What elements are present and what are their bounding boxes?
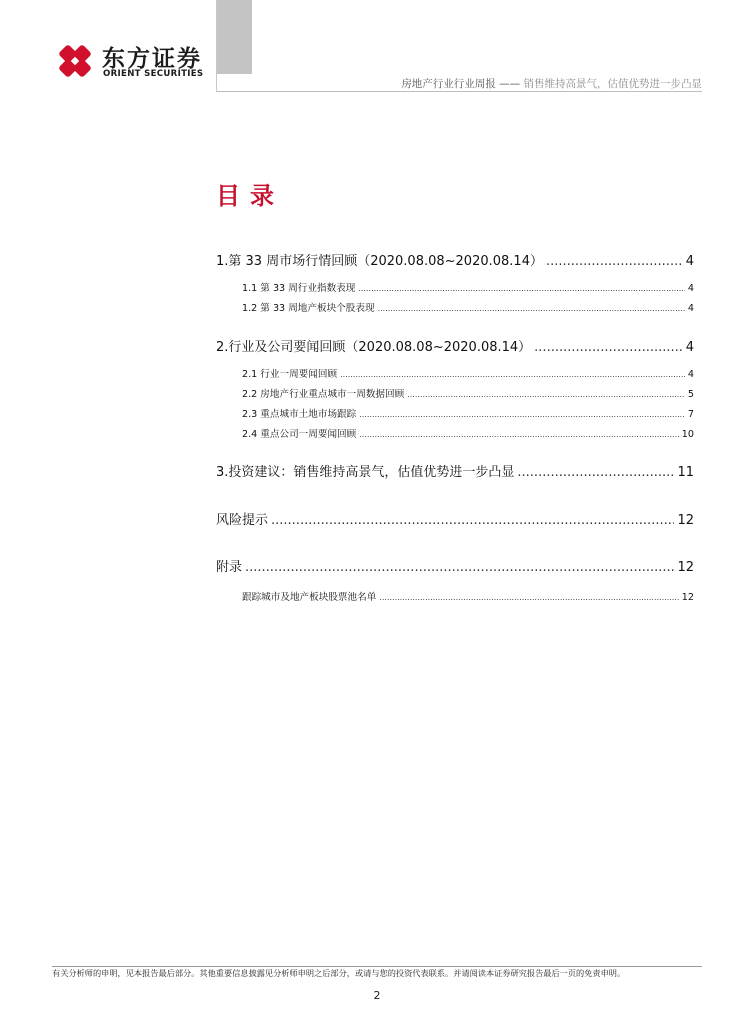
toc-entry-page: 12	[681, 592, 694, 603]
toc-leader-dots	[359, 429, 679, 440]
toc-entry[interactable]	[242, 386, 694, 400]
toc-entry-page: 5	[687, 389, 694, 400]
toc-entry-label: 3.投资建议：销售维持高景气，估值优势进一步凸显	[216, 465, 515, 480]
orient-logo-icon	[55, 41, 95, 81]
toc-leader-dots	[358, 283, 685, 294]
toc-entry-page: 4	[687, 283, 694, 294]
toc-entry[interactable]	[242, 589, 694, 603]
toc-entry-label: 1.2 第 33 周地产板块个股表现	[242, 303, 375, 314]
footer-disclaimer: 有关分析师的申明，见本报告最后部分。其他重要信息披露见分析师申明之后部分，或请与您的投资代表联系。并请阅读本证券研究报告最后一页的免责申明。	[52, 968, 626, 978]
toc-entry-page: 7	[687, 409, 694, 420]
toc-leader-dots	[534, 340, 683, 355]
toc-entry-page: 12	[677, 513, 694, 528]
report-title	[401, 76, 702, 91]
toc-entry-page: 11	[677, 465, 694, 480]
toc-leader-dots	[379, 592, 678, 603]
toc-entry-label: 1.第 33 周市场行情回顾（2020.08.08~2020.08.14）	[216, 254, 543, 269]
page-number: 2	[373, 989, 381, 1002]
toc-entry-label: 1.1 第 33 周行业指数表现	[242, 283, 356, 294]
logo-chinese-name: 东方证券	[102, 46, 202, 72]
toc-entry-label: 2.行业及公司要闻回顾（2020.08.08~2020.08.14）	[216, 340, 532, 355]
toc-entry[interactable]	[242, 280, 694, 294]
toc-leader-dots	[407, 389, 685, 400]
toc-entry-page: 10	[681, 429, 694, 440]
toc-entry[interactable]	[216, 461, 694, 480]
toc-leader-dots	[340, 369, 685, 380]
toc-entry-label: 跟踪城市及地产板块股票池名单	[242, 592, 377, 603]
toc-leader-dots	[378, 303, 685, 314]
report-title-subtitle: 销售维持高景气，估值优势进一步凸显	[520, 78, 702, 90]
toc-entry-page: 4	[687, 303, 694, 314]
toc-entry-page: 4	[685, 340, 694, 355]
toc-entry-page: 4	[687, 369, 694, 380]
toc-entry[interactable]	[216, 556, 694, 575]
toc-entry-page: 4	[685, 254, 694, 269]
toc-entry[interactable]	[216, 509, 694, 528]
toc-title: 目录	[216, 182, 284, 210]
toc-entry[interactable]	[242, 366, 694, 380]
toc-leader-dots	[517, 465, 674, 480]
toc-entry[interactable]	[216, 336, 694, 355]
company-logo	[55, 38, 215, 84]
toc-entry-label: 2.2 房地产行业重点城市一周数据回顾	[242, 389, 405, 400]
header-rule	[216, 91, 702, 92]
footer-rule	[52, 966, 702, 967]
toc-leader-dots	[359, 409, 685, 420]
toc-entry-label: 附录	[216, 560, 243, 575]
toc-entry-label: 2.3 重点城市土地市场跟踪	[242, 409, 357, 420]
toc-entry[interactable]	[242, 426, 694, 440]
toc-entry[interactable]	[216, 250, 694, 269]
toc-entry-label: 2.4 重点公司一周要闻回顾	[242, 429, 357, 440]
report-title-main: 房地产行业行业周报 ——	[401, 78, 521, 90]
toc-entry-page: 12	[677, 560, 694, 575]
toc-leader-dots	[245, 560, 674, 575]
toc-leader-dots	[546, 254, 683, 269]
toc-entry-label: 2.1 行业一周要闻回顾	[242, 369, 338, 380]
toc-leader-dots	[271, 513, 674, 528]
toc-entry[interactable]	[242, 300, 694, 314]
logo-english-name: ORIENT SECURITIES	[103, 69, 204, 79]
toc-entry[interactable]	[242, 406, 694, 420]
toc-entry-label: 风险提示	[216, 513, 269, 528]
